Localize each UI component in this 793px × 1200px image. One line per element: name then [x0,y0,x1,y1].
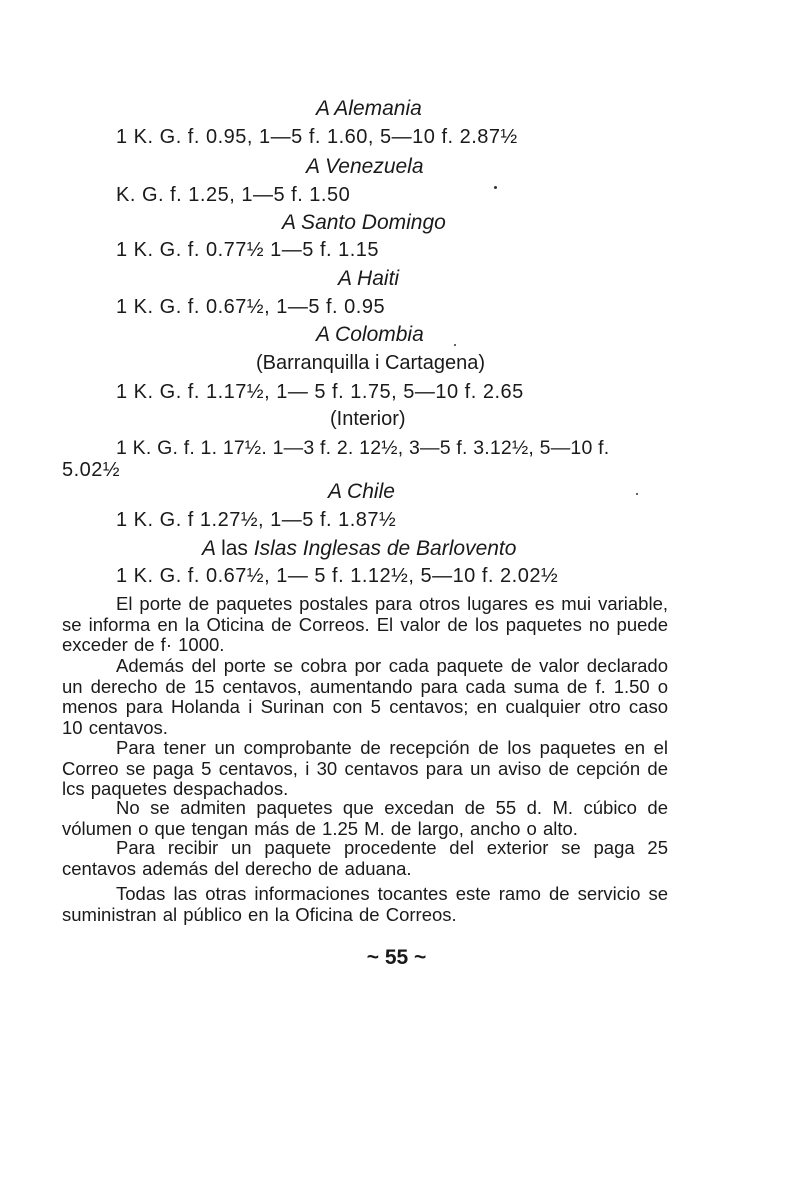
subheading-barranquilla: (Barranquilla i Cartagena) [256,352,486,374]
paragraph-derecho: Además del porte se cobra por cada paquete de valor declarado un derecho de 15 centavos, aumentando para cada suma de f. 1.50 o menos para Holanda i Surinan con 5 centavos; en cualquier otro caso 10 centavos. [62,655,668,738]
heading-barlovento-rest: Islas Inglesas de Barlovento [253,537,517,560]
rate-haiti: 1 K. G. f. 0.67½, 1—5 f. 0.95 [116,296,386,318]
heading-haiti: A Haiti [338,267,400,290]
rate-chile: 1 K. G. f 1.27½, 1—5 f. 1.87½ [116,509,397,531]
print-speck [636,493,638,495]
paragraph-comprobante: Para tener un comprobante de recepción de los paquetes en el Correo se paga 5 centavos, i 30 centavos para un aviso de cepción de lcs paquetes despachados. [62,737,668,799]
heading-colombia: A Colombia [316,323,424,346]
paragraph-porte: El porte de paquetes postales para otros lugares es mui variable, se informa en la Oticina de Correos. El valor de los paquetes no puede exceder de f· 1000. [62,593,668,655]
print-speck [494,186,497,189]
heading-venezuela: A Venezuela [306,155,424,178]
subheading-interior: (Interior) [330,408,406,430]
paragraph-aduana: Para recibir un paquete procedente del exterior se paga 25 centavos además del derecho de aduana. [62,837,668,879]
rate-santo-domingo: 1 K. G. f. 0.77½ 1—5 f. 1.15 [116,239,380,261]
print-speck [454,344,456,346]
heading-barlovento-las: las [221,537,248,560]
heading-barlovento-prefix: A [202,537,216,560]
rate-alemania: 1 K. G. f. 0.95, 1—5 f. 1.60, 5—10 f. 2.87½ [116,126,518,148]
rate-colombia-interior: 1 K. G. f. 1. 17½. 1—3 f. 2. 12½, 3—5 f. 3.12½, 5—10 f. [116,437,610,459]
heading-santo-domingo: A Santo Domingo [282,211,446,234]
rate-colombia-coast: 1 K. G. f. 1.17½, 1— 5 f. 1.75, 5—10 f. 2.65 [116,381,524,403]
rate-barlovento: 1 K. G. f. 0.67½, 1— 5 f. 1.12½, 5—10 f. 2.02½ [116,565,559,587]
paragraph-informaciones: Todas las otras informaciones tocantes este ramo de servicio se suministran al público en la Oficina de Correos. [62,883,668,925]
paragraph-dimensiones: No se admiten paquetes que excedan de 55 d. M. cúbico de vólumen o que tengan más de 1.25 M. de largo, ancho o alto. [62,797,668,839]
heading-barlovento [202,538,516,559]
rate-colombia-interior-cont: 5.02½ [62,459,121,481]
heading-chile: A Chile [328,480,395,503]
rate-venezuela: K. G. f. 1.25, 1—5 f. 1.50 [116,184,351,206]
page-number: ~ 55 ~ [366,946,427,969]
heading-alemania: A Alemania [316,97,422,120]
